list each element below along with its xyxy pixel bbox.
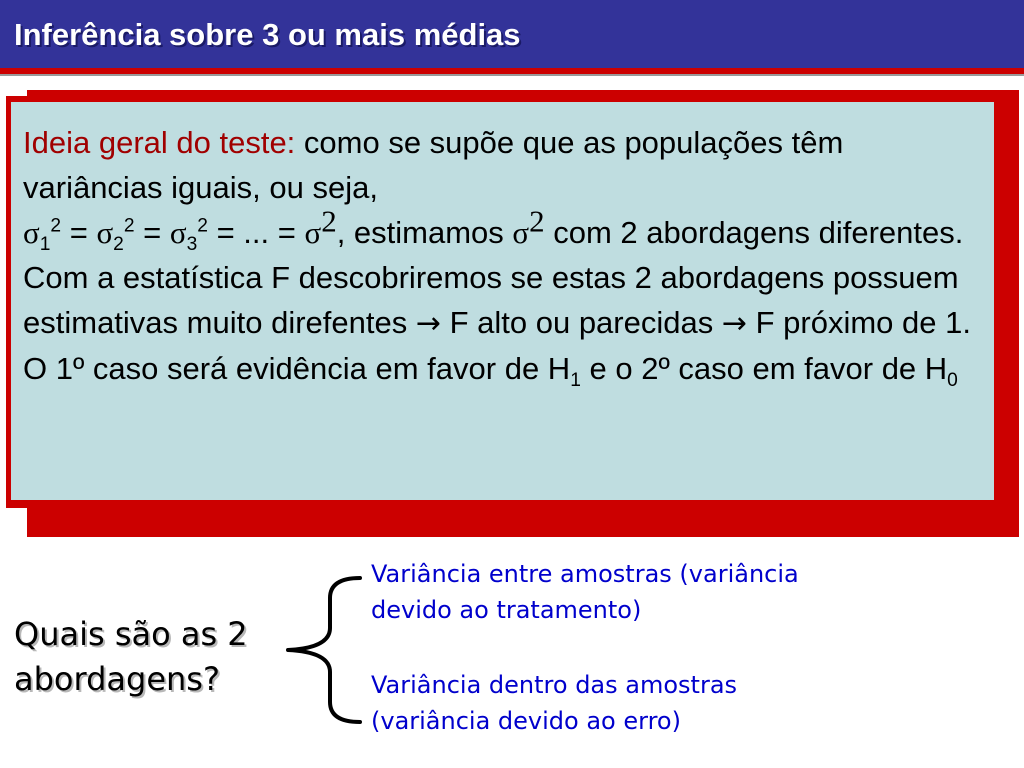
equals-sign: = — [61, 215, 97, 250]
sigma-symbol: σ — [23, 215, 40, 250]
question-line-1: Quais são as 2 — [14, 615, 248, 653]
equals-sign: = — [134, 215, 170, 250]
text-approaches: com 2 abordagens diferentes. — [544, 215, 964, 250]
explanation-card — [11, 102, 994, 500]
right-arrow-icon: → — [721, 306, 747, 341]
sigma-symbol: σ — [512, 215, 530, 250]
subscript-1: 1 — [39, 234, 51, 256]
text-intro: como se supõe que as populações têm variâncias iguais, ou seja, — [23, 125, 844, 205]
slide-title: Inferência sobre 3 ou mais médias — [14, 17, 521, 52]
sigma-symbol: σ — [169, 215, 187, 250]
superscript-2: 2 — [529, 203, 545, 239]
curly-brace-icon — [280, 566, 370, 726]
superscript-2: 2 — [123, 215, 135, 237]
subscript-3: 3 — [186, 234, 198, 256]
text-f-high: F alto ou parecidas — [440, 305, 722, 340]
question-line-2: abordagens? — [14, 660, 220, 698]
equals-ellipsis: = ... = — [207, 215, 305, 250]
title-bar — [0, 0, 1024, 68]
option-between-samples — [371, 556, 799, 628]
subscript-2: 2 — [113, 234, 124, 256]
text-f-near-one: F próximo de 1. O 1º caso será evidência em favor de H — [23, 305, 971, 386]
lead-label: Ideia geral do teste: — [23, 125, 296, 160]
superscript-2: 2 — [197, 215, 208, 237]
text-second-case: e o 2º caso em favor de H — [580, 351, 948, 386]
option-within-samples — [371, 667, 737, 739]
option-within-line-2: (variância devido ao erro) — [371, 707, 681, 735]
h-subscript-1: 1 — [570, 370, 581, 392]
superscript-2: 2 — [321, 203, 337, 239]
question-text — [14, 612, 248, 702]
sigma-symbol: σ — [304, 215, 322, 250]
option-between-line-1: Variância entre amostras (variância — [371, 560, 799, 588]
text-estimate: , estimamos — [336, 215, 513, 250]
title-underline-grey — [0, 74, 1024, 76]
text-f-statistic: Com a estatística F descobriremos se estas 2 abordagens possuem estimativas muito direfentes — [23, 260, 959, 340]
option-within-line-1: Variância dentro das amostras — [371, 671, 738, 699]
option-between-line-2: devido ao tratamento) — [371, 596, 642, 624]
superscript-2: 2 — [50, 215, 62, 237]
h-subscript-0: 0 — [947, 370, 958, 392]
explanation-text — [23, 120, 991, 391]
right-arrow-icon: → — [415, 306, 441, 341]
sigma-symbol: σ — [96, 215, 114, 250]
